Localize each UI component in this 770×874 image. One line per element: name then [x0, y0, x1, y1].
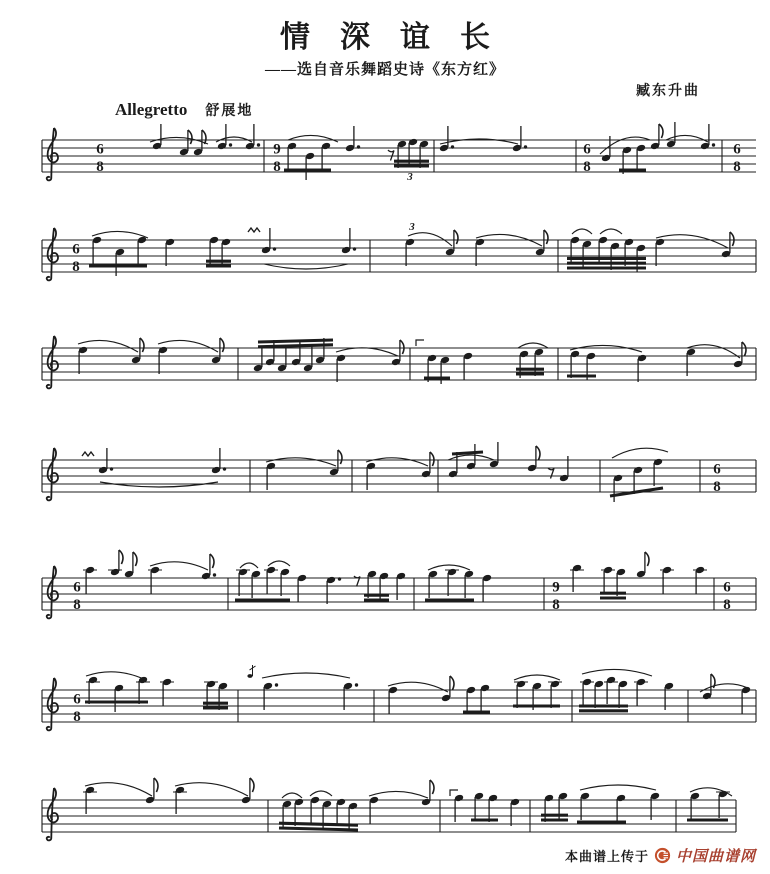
mordent-ornament [82, 452, 94, 456]
slur [582, 669, 652, 676]
slur [92, 231, 148, 238]
treble-clef-icon [47, 128, 58, 180]
page-title: 情深谊长 [280, 21, 520, 54]
staff-2 [42, 221, 756, 280]
augmentation-dot [357, 145, 360, 148]
staff-3 [42, 336, 756, 388]
time-signature: 9 [552, 579, 560, 596]
augmentation-dot [275, 683, 278, 686]
time-signature: 6 [96, 141, 104, 158]
treble-clef-icon [47, 228, 58, 280]
slur [240, 563, 258, 568]
time-signature: 8 [733, 159, 741, 175]
slur [600, 229, 622, 234]
site-logo-icon [654, 847, 671, 864]
slur [100, 482, 218, 487]
slur [428, 565, 470, 570]
slur [264, 264, 348, 269]
slur [514, 675, 560, 680]
time-signature: 8 [552, 597, 560, 613]
slur [288, 135, 338, 142]
augmentation-dot [213, 573, 216, 576]
slur [216, 137, 252, 142]
augmentation-dot [451, 145, 454, 148]
subtitle-source: ——选自音乐舞蹈史诗《东方红》 [264, 62, 505, 78]
watermark-footer [565, 844, 756, 866]
slur [266, 458, 336, 466]
augmentation-dot [524, 145, 527, 148]
composer-credit: 臧东升曲 [636, 84, 700, 99]
slur [262, 673, 350, 678]
slur [572, 229, 592, 234]
slur [448, 455, 494, 460]
treble-clef-icon [47, 566, 58, 618]
treble-clef-icon [47, 336, 58, 388]
staff-4 [42, 442, 756, 502]
slur [700, 684, 748, 692]
augmentation-dot [229, 143, 232, 146]
time-signature: 8 [73, 597, 81, 613]
tuplet-number: 3 [409, 221, 415, 233]
eighth-rest [388, 150, 394, 161]
time-signature: 8 [273, 159, 281, 175]
slur [366, 458, 428, 466]
tenuto-bracket [416, 340, 424, 346]
staff-5 [42, 550, 756, 618]
tenuto-bracket [450, 790, 458, 796]
beam [279, 823, 358, 825]
mordent-ornament [248, 228, 260, 232]
time-signature: 8 [723, 597, 731, 613]
beam [258, 340, 333, 342]
time-signature: 8 [73, 709, 81, 725]
slur [388, 682, 448, 692]
time-signature: 8 [583, 159, 591, 175]
beam [279, 828, 358, 830]
beam [258, 345, 333, 347]
expression-marking: 舒展地 [205, 104, 254, 119]
staff-7 [42, 778, 736, 840]
slur [336, 348, 398, 356]
beam [452, 452, 483, 454]
slur [408, 233, 452, 246]
time-signature: 6 [73, 691, 81, 708]
time-signature: 6 [733, 141, 741, 158]
augmentation-dot [257, 143, 260, 146]
augmentation-dot [355, 683, 358, 686]
slur [175, 783, 248, 796]
slur [580, 785, 656, 790]
time-signature: 8 [96, 159, 104, 175]
augmentation-dot [338, 577, 341, 580]
augmentation-dot [223, 467, 226, 470]
slur [656, 235, 728, 248]
augmentation-dot [110, 467, 113, 470]
grace-note [247, 674, 252, 678]
slur [85, 783, 152, 796]
slur [612, 448, 668, 458]
slur [570, 345, 642, 352]
time-signature: 6 [583, 141, 591, 158]
eighth-rest [548, 468, 554, 479]
slur [268, 561, 290, 566]
time-signature: 9 [273, 141, 281, 158]
time-signature: 6 [72, 241, 80, 258]
treble-clef-icon [47, 448, 58, 500]
slur [369, 791, 428, 798]
tempo-marking: Allegretto [115, 100, 188, 119]
augmentation-dot [712, 143, 715, 146]
time-signature: 6 [723, 579, 731, 596]
time-signature: 8 [713, 479, 721, 495]
time-signature: 6 [713, 461, 721, 478]
watermark-text: 本曲谱上传于 [564, 848, 649, 864]
time-signature: 6 [73, 579, 81, 596]
site-name: 中国曲谱网 [675, 848, 756, 865]
slur [518, 343, 548, 348]
slur [310, 791, 332, 796]
tuplet-number: 3 [407, 171, 413, 183]
staff-6 [42, 665, 756, 730]
augmentation-dot [273, 247, 276, 250]
treble-clef-icon [47, 678, 58, 730]
slur [282, 793, 302, 798]
time-signature: 8 [72, 259, 80, 275]
augmentation-dot [353, 247, 356, 250]
treble-clef-icon [47, 788, 58, 840]
eighth-rest [354, 576, 360, 587]
staff-1 [42, 122, 756, 183]
